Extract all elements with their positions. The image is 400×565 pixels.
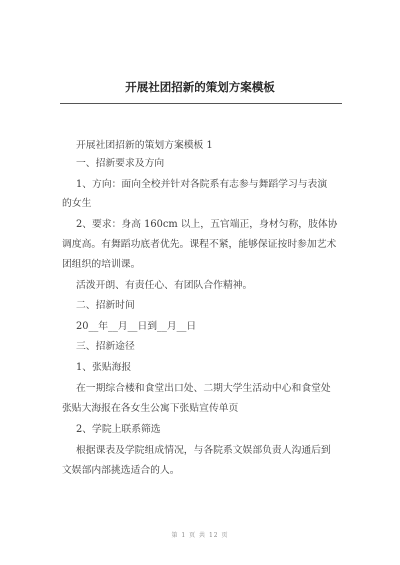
paragraph-line: 根据课表及学院组成情况，与各院系文娱部负责人沟通后到 — [76, 445, 331, 456]
document-title: 开展社团招新的策划方案模板 — [125, 80, 275, 94]
subsection-heading: 1、张贴海报 — [76, 362, 132, 373]
section-heading: 一、招新要求及方向 — [76, 158, 165, 169]
paragraph-line: 活泼开朗、有责任心、有团队合作精神。 — [76, 280, 253, 291]
section-heading: 开展社团招新的策划方案模板 1 — [76, 140, 213, 151]
paragraph-line: 调度高。有舞蹈功底者优先。课程不紧，能够保证按时参加艺术 — [62, 239, 337, 250]
paragraph-line: 张贴大海报在各女生公寓下张贴宣传单页 — [62, 403, 239, 414]
section-heading: 三、招新途径 — [76, 341, 135, 352]
section-heading: 二、招新时间 — [76, 300, 135, 311]
paragraph-line: 在一期综合楼和食堂出口处、二期大学生活动中心和食堂处 — [76, 383, 331, 394]
title-divider — [60, 103, 342, 104]
paragraph-line: 2、要求：身高 160cm 以上，五官端正，身材匀称，肢体协 — [76, 219, 338, 230]
paragraph-line: 团组织的培训课。 — [62, 259, 141, 270]
paragraph-line: 的女生 — [62, 198, 92, 209]
subsection-heading: 2、学院上联系筛选 — [76, 424, 161, 435]
paragraph-line: 20__年__月__日到__月__日 — [76, 321, 197, 332]
page-footer: 第 1 页 共 12 页 — [171, 532, 229, 539]
paragraph-line: 1、方向：面向全校并针对各院系有志参与舞蹈学习与表演 — [76, 179, 328, 190]
paragraph-line: 文娱部内部挑选适合的人。 — [62, 465, 180, 476]
